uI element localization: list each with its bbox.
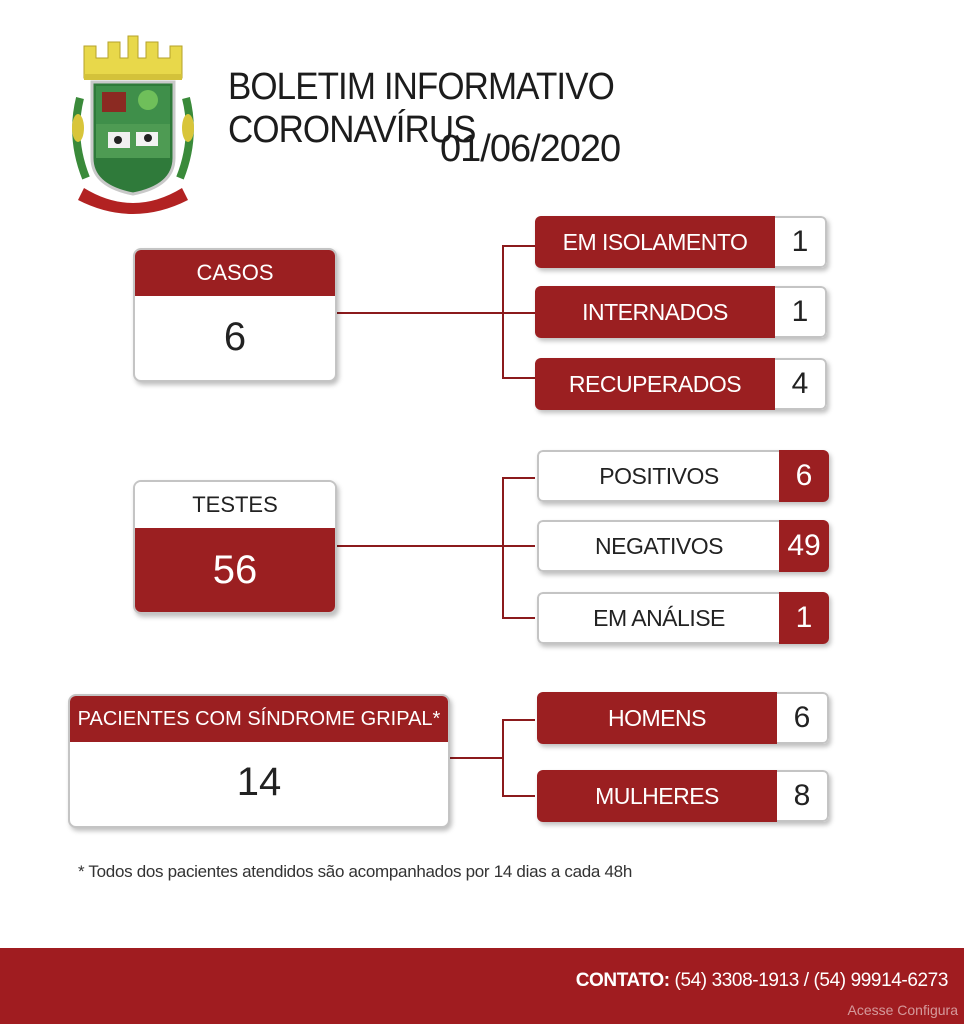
- em-isolamento-row: [535, 216, 827, 268]
- casos-value: 6: [223, 315, 247, 359]
- casos-card: [133, 248, 337, 382]
- contact-label: CONTATO:: [575, 970, 670, 991]
- testes-label: TESTES: [135, 482, 335, 528]
- municipal-coat-of-arms-icon: [62, 28, 204, 218]
- homens-row: [537, 692, 829, 744]
- recuperados-value: 4: [775, 358, 827, 410]
- negativos-label: NEGATIVOS: [537, 520, 779, 572]
- em-analise-row: [537, 592, 829, 644]
- negativos-row: [537, 520, 829, 572]
- homens-label: HOMENS: [537, 692, 777, 744]
- bulletin-title: BOLETIM INFORMATIVO CORONAVÍRUS: [228, 66, 614, 151]
- positivos-value: 6: [779, 450, 829, 502]
- recuperados-row: [535, 358, 827, 410]
- homens-value: 6: [777, 692, 829, 744]
- positivos-label: POSITIVOS: [537, 450, 779, 502]
- contact-phones: (54) 3308-1913 / (54) 99914-6273: [674, 970, 948, 991]
- bulletin-date: 01/06/2020: [440, 128, 621, 170]
- sindrome-gripal-card: [68, 694, 450, 828]
- testes-card: [133, 480, 337, 614]
- em-isolamento-value: 1: [775, 216, 827, 268]
- negativos-value: 49: [779, 520, 829, 572]
- sindrome-gripal-label: PACIENTES COM SÍNDROME GRIPAL*: [70, 696, 448, 742]
- mulheres-label: MULHERES: [537, 770, 777, 822]
- sindrome-gripal-value: 14: [236, 760, 282, 804]
- recuperados-label: RECUPERADOS: [535, 358, 775, 410]
- testes-value: 56: [135, 528, 335, 612]
- positivos-row: [537, 450, 829, 502]
- contact-info: [576, 970, 948, 992]
- mulheres-value: 8: [777, 770, 829, 822]
- internados-row: [535, 286, 827, 338]
- casos-label: CASOS: [135, 250, 335, 296]
- em-analise-label: EM ANÁLISE: [537, 592, 779, 644]
- em-isolamento-label: EM ISOLAMENTO: [535, 216, 775, 268]
- em-analise-value: 1: [779, 592, 829, 644]
- mulheres-row: [537, 770, 829, 822]
- internados-label: INTERNADOS: [535, 286, 775, 338]
- footnote: * Todos dos pacientes atendidos são acompanhados por 14 dias a cada 48h: [78, 862, 632, 881]
- watermark-text: Acesse Configura: [847, 1002, 958, 1018]
- internados-value: 1: [775, 286, 827, 338]
